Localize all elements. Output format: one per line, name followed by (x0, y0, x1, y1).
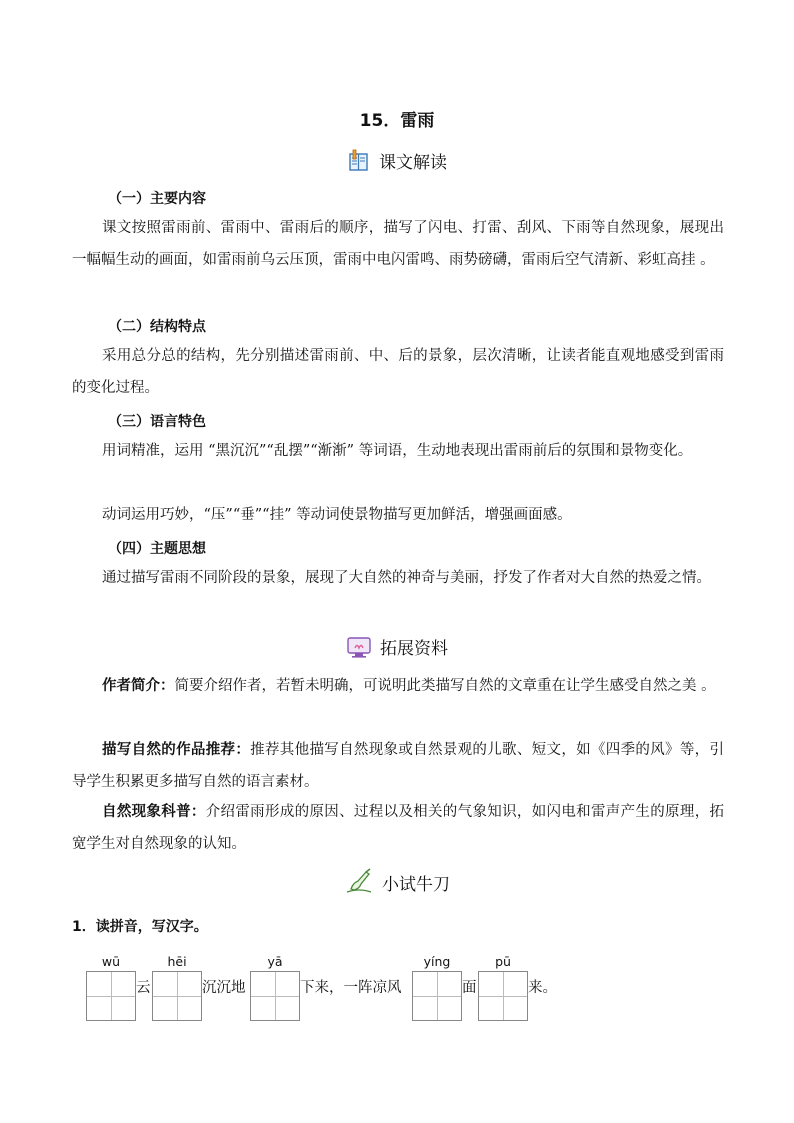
pinyin-5: pū (495, 954, 511, 969)
fill-text-2: 沉沉地 (202, 980, 246, 996)
pinyin-3: yā (267, 954, 283, 969)
text-author: 简要介绍作者，若暂未明确，可说明此类描写自然的文章重在让学生感受自然之美 。 (174, 678, 716, 694)
paragraph-theme: 通过描写雷雨不同阶段的景象，展现了大自然的神奇与美丽，抒发了作者对大自然的热爱之情。 (102, 570, 711, 586)
question-1: 1．读拼音，写汉字。 (72, 919, 208, 935)
paragraph-author (72, 670, 724, 702)
text-science: 介绍雷雨形成的原因、过程以及相关的气象知识，如闪电和雷声产生的原理，拓宽学生对自然现象的认知。 (72, 804, 725, 852)
section-heading-text: 拓展资料 (380, 639, 448, 659)
pinyin-4: yíng (423, 954, 451, 969)
writing-box-5[interactable] (478, 971, 528, 1021)
fill-text-1: 云 (136, 980, 151, 996)
pinyin-1: wū (101, 954, 121, 969)
section-heading-reading (0, 148, 794, 173)
subheading-theme: （四）主题思想 (108, 541, 206, 557)
computer-screen-icon (346, 635, 372, 659)
paragraph-structure: 采用总分总的结构，先分别描述雷雨前、中、后的景象，层次清晰，让读者能直观地感受到雷雨的变化过程。 (72, 348, 724, 396)
page-title: 15．雷雨 (359, 111, 435, 131)
subheading-structure: （二）结构特点 (108, 319, 206, 335)
writing-box-2[interactable] (152, 971, 202, 1021)
book-pencil-icon (347, 149, 371, 173)
fill-text-5: 来。 (528, 980, 557, 996)
label-author: 作者简介： (102, 678, 175, 694)
writing-box-3[interactable] (250, 971, 300, 1021)
writing-box-4[interactable] (412, 971, 462, 1021)
section-heading-practice (0, 868, 794, 896)
subheading-main-content: （一）主要内容 (108, 191, 206, 207)
subheading-language: （三）语言特色 (108, 414, 206, 430)
label-science: 自然现象科普： (102, 804, 206, 820)
paragraph-main-content: 课文按照雷雨前、雷雨中、雷雨后的顺序，描写了闪电、打雷、刮风、下雨等自然现象，展现出一幅幅生动的画面，如雷雨前乌云压顶，雷雨中电闪雷鸣、雨势磅礴，雷雨后空气清新、彩虹高挂 。 (72, 220, 724, 268)
writing-box-1[interactable] (86, 971, 136, 1021)
paragraph-science (72, 796, 724, 860)
hand-writing-icon (344, 868, 374, 896)
paragraph-recommend (72, 734, 724, 798)
fill-text-4: 面 (462, 980, 477, 996)
paragraph-language-2: 动词运用巧妙，“压”“垂”“挂” 等动词使景物描写更加鲜活，增强画面感。 (102, 507, 572, 523)
text-recommend: 推荐其他描写自然现象或自然景观的儿歌、短文，如《四季的风》等，引导学生积累更多描写自然的语言素材。 (72, 742, 724, 790)
pinyin-2: hēi (167, 954, 187, 969)
section-heading-text: 课文解读 (379, 153, 447, 173)
section-heading-extension (0, 634, 794, 659)
fill-text-3: 下来，一阵凉风 (300, 980, 402, 996)
paragraph-language-1: 用词精准，运用 “黑沉沉”“乱摆”“渐渐” 等词语，生动地表现出雷雨前后的氛围和景物变化。 (102, 443, 693, 459)
label-recommend: 描写自然的作品推荐： (102, 742, 251, 758)
section-heading-text: 小试牛刀 (382, 874, 450, 895)
